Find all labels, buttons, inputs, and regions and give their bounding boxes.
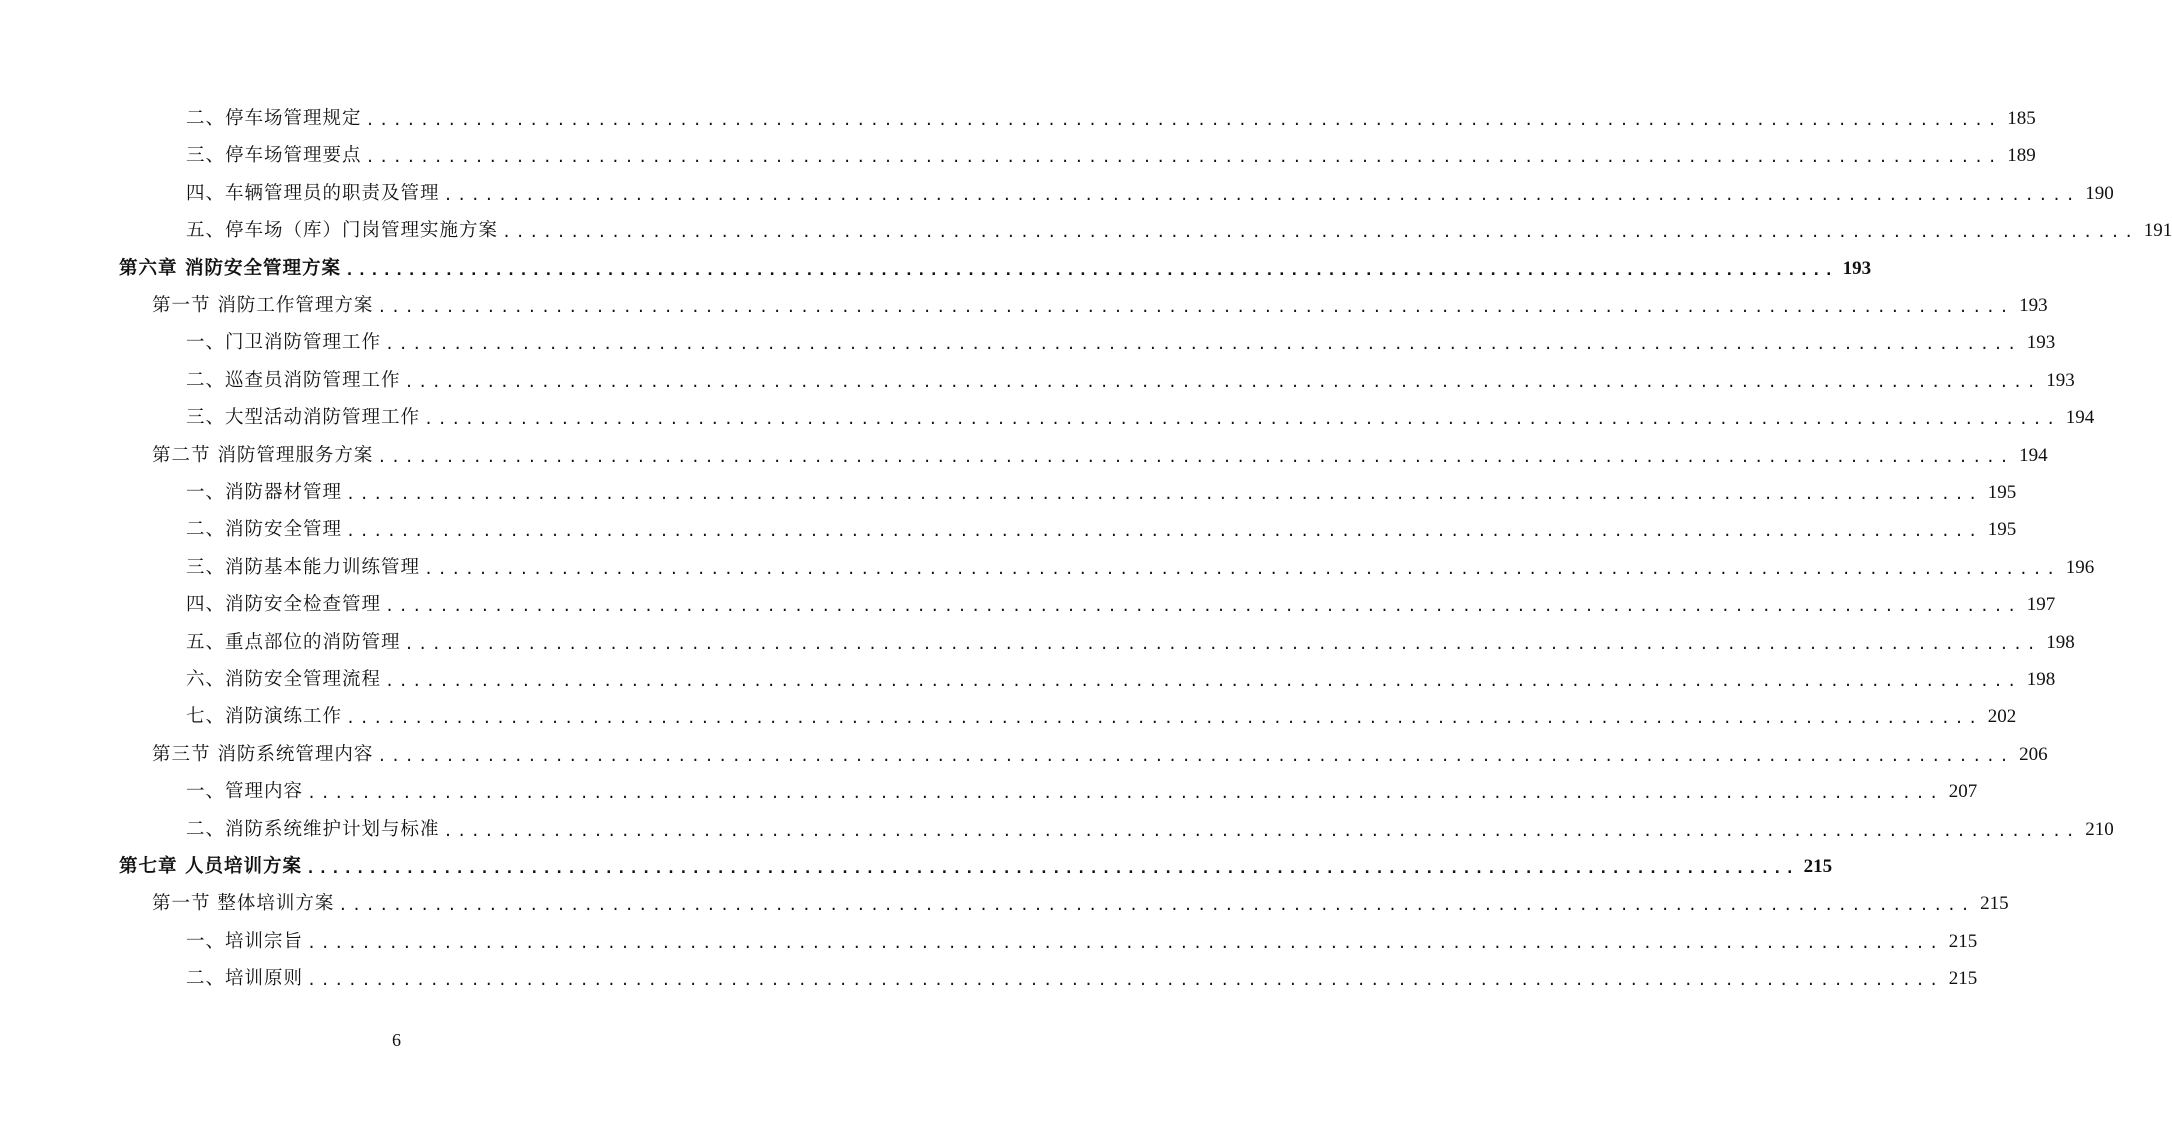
toc-entry-title: 二、巡查员消防管理工作 <box>186 370 401 391</box>
toc-chapter[interactable] <box>119 848 1833 885</box>
toc-entry-page: 215 <box>1803 856 1833 877</box>
toc-leader-dots: ........................................................................................................................ <box>377 298 2014 316</box>
toc-leader-dots: ........................................................................................................................ <box>404 635 2041 653</box>
toc-entry-page: 215 <box>1948 968 1978 989</box>
toc-item[interactable] <box>186 923 1978 960</box>
toc-leader-dots: ........................................................................................................................ <box>424 560 2060 578</box>
toc-item[interactable] <box>186 324 2056 361</box>
toc-leader-dots: ........................................................................................................................ <box>307 784 1943 802</box>
toc-item[interactable] <box>186 661 2056 698</box>
toc-leader-dots: ........................................................................................................................ <box>305 859 1798 877</box>
toc-entry-page: 206 <box>2019 744 2048 765</box>
toc-entry-title: 第三节 消防系统管理内容 <box>152 744 374 765</box>
toc-entry-page: 215 <box>1948 931 1978 952</box>
toc-leader-dots: ........................................................................................................................ <box>377 448 2014 466</box>
page-number: 6 <box>392 1030 401 1050</box>
toc-leader-dots: ........................................................................................................................ <box>443 822 2080 840</box>
toc-leader-dots: ........................................................................................................................ <box>307 934 1943 952</box>
toc-entry-page: 207 <box>1948 781 1978 802</box>
toc-item[interactable] <box>186 362 2075 399</box>
toc-leader-dots: ........................................................................................................................ <box>338 896 1975 914</box>
toc-section[interactable] <box>152 885 2009 922</box>
toc-leader-dots: ........................................................................................................................ <box>443 186 2080 204</box>
toc-item[interactable] <box>186 511 2017 548</box>
toc-entry-title: 五、停车场（库）门岗管理实施方案 <box>186 220 499 241</box>
toc-leader-dots: ........................................................................................................................ <box>365 148 2002 166</box>
toc-leader-dots: ........................................................................................................................ <box>346 709 1982 727</box>
toc-entry-title: 第七章 人员培训方案 <box>119 856 302 877</box>
toc-entry-title: 四、车辆管理员的职责及管理 <box>186 183 440 204</box>
toc-entry-title: 一、门卫消防管理工作 <box>186 332 382 353</box>
toc-entry-title: 二、停车场管理规定 <box>186 108 362 129</box>
toc-section[interactable] <box>152 736 2048 773</box>
toc-entry-page: 189 <box>2007 145 2036 166</box>
toc-item[interactable] <box>186 586 2056 623</box>
toc-entry-page: 190 <box>2085 183 2114 204</box>
toc-leader-dots: ........................................................................................................................ <box>346 485 1982 503</box>
toc-leader-dots: ........................................................................................................................ <box>404 373 2041 391</box>
toc-entry-title: 七、消防演练工作 <box>186 706 343 727</box>
toc-entry-title: 第六章 消防安全管理方案 <box>119 258 341 279</box>
toc-section[interactable] <box>152 437 2048 474</box>
toc-leader-dots: ........................................................................................................................ <box>385 672 2021 690</box>
toc-entry-page: 195 <box>1987 519 2017 540</box>
toc-entry-page: 198 <box>2046 632 2075 653</box>
toc-entry-title: 一、培训宗旨 <box>186 931 304 952</box>
toc-item[interactable] <box>186 175 2114 212</box>
toc-item[interactable] <box>186 100 2036 137</box>
toc-entry-page: 197 <box>2026 594 2056 615</box>
toc-entry-title: 三、消防基本能力训练管理 <box>186 557 421 578</box>
toc-entry-title: 二、培训原则 <box>186 968 304 989</box>
toc-item[interactable] <box>186 137 2036 174</box>
toc-leader-dots: ........................................................................................................................ <box>385 335 2021 353</box>
toc-entry-page: 195 <box>1987 482 2017 503</box>
toc-leader-dots: ........................................................................................................................ <box>502 223 2138 241</box>
toc-leader-dots: ........................................................................................................................ <box>424 410 2060 428</box>
toc-entry-title: 第一节 消防工作管理方案 <box>152 295 374 316</box>
toc-entry-page: 196 <box>2065 557 2095 578</box>
toc-entry-title: 二、消防系统维护计划与标准 <box>186 819 440 840</box>
toc-item[interactable] <box>186 549 2095 586</box>
toc-leader-dots: ........................................................................................................................ <box>385 597 2021 615</box>
toc-entry-page: 194 <box>2065 407 2095 428</box>
toc-entry-page: 215 <box>1980 893 2009 914</box>
toc-chapter[interactable] <box>119 250 1872 287</box>
toc-item[interactable] <box>186 698 2017 735</box>
toc-entry-title: 五、重点部位的消防管理 <box>186 632 401 653</box>
toc-entry-title: 三、大型活动消防管理工作 <box>186 407 421 428</box>
toc-entry-title: 四、消防安全检查管理 <box>186 594 382 615</box>
toc-section[interactable] <box>152 287 2048 324</box>
toc-item[interactable] <box>186 960 1978 997</box>
toc-entry-title: 二、消防安全管理 <box>186 519 343 540</box>
toc-item[interactable] <box>186 474 2017 511</box>
toc-entry-title: 六、消防安全管理流程 <box>186 669 382 690</box>
toc-leader-dots: ........................................................................................................................ <box>307 971 1943 989</box>
toc-item[interactable] <box>186 212 2172 249</box>
toc-item[interactable] <box>186 811 2114 848</box>
toc-item[interactable] <box>186 624 2075 661</box>
toc-leader-dots: ........................................................................................................................ <box>346 522 1982 540</box>
toc-leader-dots: ........................................................................................................................ <box>365 111 2002 129</box>
toc-entry-page: 185 <box>2007 108 2036 129</box>
toc-entry-title: 第二节 消防管理服务方案 <box>152 445 374 466</box>
toc-leader-dots: ........................................................................................................................ <box>377 747 2014 765</box>
toc-entry-title: 一、消防器材管理 <box>186 482 343 503</box>
toc-entry-page: 193 <box>1842 258 1872 279</box>
toc-entry-page: 191 <box>2143 220 2172 241</box>
toc-entry-page: 194 <box>2019 445 2048 466</box>
toc-leader-dots: ........................................................................................................................ <box>344 261 1837 279</box>
toc-entry-page: 202 <box>1987 706 2017 727</box>
toc-entry-title: 三、停车场管理要点 <box>186 145 362 166</box>
toc-entry-page: 193 <box>2046 370 2075 391</box>
toc-item[interactable] <box>186 773 1978 810</box>
toc-item[interactable] <box>186 399 2095 436</box>
toc-entry-page: 198 <box>2026 669 2056 690</box>
toc-entry-page: 193 <box>2026 332 2056 353</box>
toc-entry-page: 210 <box>2085 819 2114 840</box>
toc-entry-title: 一、管理内容 <box>186 781 304 802</box>
toc-entry-title: 第一节 整体培训方案 <box>152 893 335 914</box>
toc-entry-page: 193 <box>2019 295 2048 316</box>
